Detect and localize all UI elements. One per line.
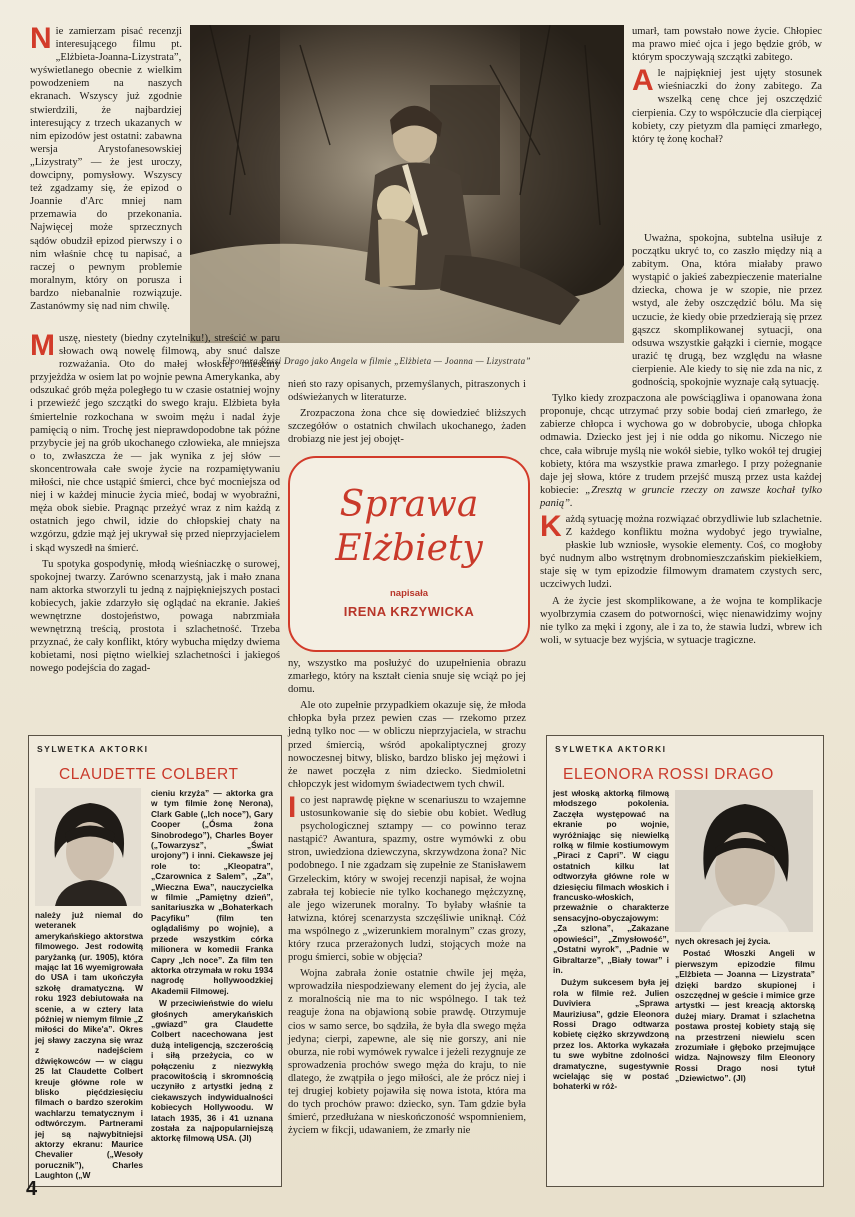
profile-text-col-1 <box>553 788 669 1092</box>
paragraph: Wojna zabrała żonie ostatnie chwile jej męża, wprowadziła niespodziewany element do jej życia, ale z moralnością nie ma to nic wspólnego. I tak też reaguje żona na objawioną sobie prawdę. Otrzymuje cios w samo serce, bo sądziła, że była dla swego męża jedyna; cierpi, zapewne, ale się nie gorszy, ani nie oburza, nie robi wymówek rywalce i jeżeli rezygnuje ze sprowadzenia prochów swego męża do kraju, to nie dlatego, że zwątpiła o jego miłości, ale że prócz niej i tej drugiej kobiety pojawiła się nowa istota, która ma do tych prochów prawo: dziecko, syn. Tam gdzie była śmierć, przedłużana w nieskończoność wspomnieniem, życiem w fikcji, udawaniem, że zmarły nie <box>288 968 526 1137</box>
article-title-box <box>288 456 530 652</box>
dropcap-k: K <box>540 509 562 543</box>
paragraph: co jest naprawdę piękne w scenariuszu to wzajemne ustosunkowanie się do siebie obu kobiet. Według psychologicznej sztampy — co powinno teraz nastąpić? Awantura, spazmy, ostre wymówki z obu stron, uwiedziona dziewczyna, skrzywdzona żona? Nic podobnego. I nie zgadzam się zupełnie ze Stanisławem Grzeleckim, który w swojej recenzji napisał, że wojna zabrała tej kobiecie nie tylko kochanego mężczyznę, ale jego wizerunek moralny. To byłaby właśnie ta łatwizna, której scenarzysta szczęśliwie uniknął. Cóż ma wspólnego z „wizerunkiem moralnym” czas grozy, który rzuca przerażonych ludzi, stojących może na progu śmierci, sobie w objęcia? <box>288 794 526 964</box>
profile-text-col-2 <box>151 788 273 1144</box>
portrait-illustration <box>35 788 141 906</box>
paragraph: nień sto razy opisanych, przemyślanych, pitraszonych i odświeżanych w literaturze. <box>288 379 526 404</box>
profile-text: Dużym sukcesem była jej rola w filmie reż. Julien Duviviera „Sprawa Mauriziusa”, gdzie Eleonora Rossi Drago odtwarza kobietę ciężko skrzywdzoną przez los. Aktorka wykazała tu swe wybitne zdolności dramatyczne, sugestywnie wcielając się w postać bohaterki w róż- <box>553 977 669 1092</box>
profile-name: ELEONORA ROSSI DRAGO <box>563 766 774 783</box>
profile-text-col-2 <box>675 936 815 1084</box>
paragraph: ny, wszystko ma posłużyć do uzupełnienia obrazu zmarłego, który na kształt cienia snuje się wciąż po jej domu. <box>288 658 526 696</box>
dropcap-a: A <box>632 64 654 98</box>
paragraph: Tu spotyka gospodynię, młodą wieśniaczkę o surowej, spokojnej twarzy. Zarówno scenarzystą, jak i mało znana nam aktorka stworzyli tu jedną z najpiękniejszych postaci kobiecych, jakie zdarzyło się oglądać na ekranie. Jakieś wewnętrzne dostojeństwo, powaga nabrzmiała wewnętrzną treścią, prostota i szlachetność. Trzeba przyznać, że cały konflikt, który wybucha między dwiema kobietami, nosi piętno wielkiej szlachetności i jakiegoś nowego podejścia do zagad- <box>30 558 280 675</box>
article-column-2 <box>288 657 526 1140</box>
quote: „Zresztą w gruncie rzeczy on zawsze kochał tylko panią”. <box>540 484 822 509</box>
article-title-line1: Sprawa <box>339 484 479 525</box>
profile-text: cieniu krzyża” — aktorka gra w tym filmie żonę Nerona), Clark Gable („Ich noce”), Gary Cooper („Ósma żona Sinobrodego”), Charles Boyer („Towarzysz”, „Świat urojony”) i inni. Ciekawsze jej role to: „Kleopatra”, „Czarownica z Salem”, „Za”, „Wieczna Ewa”, nauczycielka w filmie „Pamiętny dzień”, sanitariuszka w „Bohaterkach Pacyfiku” (film ten oglądaliśmy po wojnie), a przede wszystkim córka milionera w komedii Franka Capry „Ich noce”. Za film ten aktorka otrzymała w roku 1934 nagrodę hollywoodzkiej Akademii Filmowej. <box>151 788 273 996</box>
eleonora-rossi-drago-portrait <box>675 790 813 932</box>
actress-profile-eleonora-rossi-drago <box>546 735 824 1187</box>
claudette-colbert-portrait <box>35 788 141 906</box>
dropcap-n: N <box>30 22 52 55</box>
actress-profile-claudette-colbert <box>28 735 282 1187</box>
dropcap-i: I <box>288 790 297 824</box>
page-number: 4 <box>26 1178 38 1200</box>
article-column-3-top <box>632 25 822 149</box>
paragraph: Ale oto zupełnie przypadkiem okazuje się, że młoda chłopka była przez pewien czas — rzekomo przez jedną tylko noc — w obliczu nieprzyjaciela, w strachu przed śmiercią, wśród apokaliptycznej grozy nowoczesnej bitwy, blisko, bardzo blisko jej mężowi i że nawet poczęła z nim dziecko. Siedmioletni chłopczyk jest widomym świadectwem tych chwil. <box>288 700 526 790</box>
paragraph: Tylko kiedy zrozpaczona ale powściągliwa i opanowana żona proponuje, chcąc utrzymać przy sobie bodaj cień zmarłego, że zabierze chłopca i wychowa go w dobrobycie, uboga chłopka odmawia. Dziecko jest jej i nie odda go nikomu. Niczego nie chce, cała wibruje myślą nie wokół siebie, tylko wokół tej drugiej kobiety, która ma wszystkie prawa zmarłego. I przy pożegnanie daje jej słowa, które z trudem przejść muszą przez usta każdej kobiecie: <box>540 393 822 496</box>
paragraph: Zrozpaczona żona chce się dowiedzieć bliższych szczegółów o ostatnich chwilach ukochanego, żaden drobiazg nie jest jej obojęt- <box>288 408 526 446</box>
byline-label: napisała <box>389 588 429 599</box>
author-name: IRENA KRZYWICKA <box>343 604 475 619</box>
article-column-1-wide <box>30 329 280 678</box>
paragraph: ażdą sytuację można rozwiązać obrzydliwie lub szlachetnie. Z każdego konfliktu można wydobyć jego trywialne, płaskie lub wzniosłe, wysokie elementy. Coś, co mogłoby być nudnym albo wstrętnym drobnomieszczańskim piekiełkiem, staje się w tym epizodzie filmowym dramatem czystych serc, uczciwych ludzi. <box>540 513 822 591</box>
profile-name: CLAUDETTE COLBERT <box>59 766 239 783</box>
article-column-3 <box>540 232 822 650</box>
profile-label: SYLWETKA AKTORKI <box>37 744 149 754</box>
article-column-2-top <box>288 378 526 449</box>
paragraph: Uważna, spokojna, subtelna usiłuje z początku ukryć to, co zaszło między nią a zabitym. Ona, która miałaby prawo wystąpić o jakieś zabezpieczenie materialne dziecka, chowa je w szopie, nie przez wstyd, ale żeby oszczędzić bólu. Ma się uczucie, że kiedy obie przedzierają się przez gąszcz skomplikowanej sytuacji, ona odsuwa wszystkie gałązki i ciernie, mogące urazić tę drugą, bez względu na własne cierpienie. Ale kiedy to się nie zda na nic, z godnością, spokojnie wyznaje całą sytuację. <box>632 233 822 389</box>
profile-text: nych okresach jej życia. <box>675 936 771 946</box>
profile-text: należy już niemal do weteranek amerykańskiego aktorstwa filmowego. Jest rodowitą paryżanką (ur. 1905), która mając lat 16 wyemigrowała do USA i tam ukończyła szkołę dramatyczną. W roku 1923 debiutowała na scenie, a w cztery lata później w niemym filmie „Z miłości do Mike'a”. Okres jej sławy zaczyna się wraz z nadejściem dźwiękowców — w ciągu 25 lat Claudette Colbert kreuje główne role w blisko pięćdziesięciu filmach o bardzo szerokim wachlarzu tematycznym i odtwórczym. Partnerami jej są najwybitniejsi aktorzy ekranu: Maurice Chevalier („Wesoły porucznik”), Charles Laughton („W <box>35 910 143 1181</box>
paragraph: le najpiękniej jest ujęty stosunek wieśniaczki do żony zabitego. Za wszelką cenę chce jej oszczędzić cierpienia. Czy to współczucie dla cierpiącej kobiety, czy pietyzm dla pamięci zmarłego, który tę żonę kochał? <box>632 68 822 145</box>
profile-text: Postać Włoszki Angeli w pierwszym epizodzie filmu „Elżbieta — Joanna — Lizystrata” dzięki bardzo skupionej i oszczędnej w geście i mimice grze artystki — jest kreacją aktorską dużej miary. Dramat i szlachetna postawa prostej kobiety stają się na przestrzeni niewielu scen zrozumiałe i głęboko przejmujące widza. Najnowszy film Eleonory Rossi Drago nosi tytuł „Dziewictwo”. (Jl) <box>675 948 815 1084</box>
profile-text: jest włoską aktorką filmową młodszego pokolenia. Zaczęła występować na ekranie po wojnie, wyróżniając się niewielką rolką w filmie kostiumowym „Piraci z Capri”. W ciągu ostatnich kilku lat odtworzyła główne role w dziesięciu filmach włoskich i francusko-włoskich, przeważnie o charakterze sensacyjno-obyczajowym: „Za szlona”, „Zakazane opowieści”, „Zmysłowość”, „Ostatni wyrok”, „Padnie w Gibraltarze”, „Biały towar” i in. <box>553 788 669 975</box>
paragraph: uszę, niestety (biedny czytelniku!), streścić w paru słowach ową nowelę filmową, aby snuć dalsze rozważania. Oto do małej włoskiej mieściny przyjeżdża w osiem lat po wojnie pewna Amerykanka, aby odszukać grób męża poległego tu w czasie ostatniej wojny i przewieźć jego szczątki do swego kraju. Elżbieta była śmiertelnie rozkochana w swoim mężu i nadal żyje pamięcią o nim. Trochę jest nieprawdopodobne tak późne przybycie jej na grób ukochanego człowieka, ale mniejsza o to, zwłaszcza że — jak wynika z jej słów — skoncentrowała całe swoje życie na rozpamiętywaniu miłości, nie chce ustąpić śmierci, chce być mocniejsza od niej i w każdej minucie życia mieć, bodaj w wyobraźni, męża obok siebie. Pragnąc przeżyć wraz z nim każdą z ostatnich jego chwil, idzie do chłopskiej chaty na wzgórzu, gdzie mąż jej ukrywał się przed nieprzyjacielem i skąd wyszedł na śmierć. <box>30 333 280 554</box>
dropcap-m: M <box>30 329 55 362</box>
article-column-1 <box>30 22 182 316</box>
profile-label: SYLWETKA AKTORKI <box>555 744 667 754</box>
portrait-illustration <box>675 790 813 932</box>
profile-text-col-1 <box>35 910 143 1181</box>
paragraph: ie zamierzam pisać recenzji interesującego filmu pt. „Elżbieta-Joanna-Lizystrata”, wyświetlanego obecnie z wielkim powodzeniem na naszych ekranach. Wszyscy już zgodnie stwierdzili, że najbardziej interesujący z trzech ukazanych w nim epizodów jest ostatni: zabawna wersja Arystofanesowskiej „Lizystraty” — że jest uroczy, dowcipny, pomysłowy. Wszyscy też zgadzamy się, że epizod o Joannie d'Arc mniej nam przemawia do przekonania. Najwięcej może sprzecznych sądów obudził epizod pierwszy i o nim właśnie chcę tu napisać, a raczej o pewnym problemie moralnym, który on porusza i bardzo niebanalnie rozwiązuje. Zastanówmy się nad nim chwilę. <box>30 26 182 312</box>
photo-caption: Eleonora Rossi Drago jako Angela w filmie „Elżbieta — Joanna — Lizystrata” <box>222 356 531 366</box>
paragraph: A że życie jest skomplikowane, a że wojna te komplikacje wyolbrzymia czasem do potworności, więc nienawidzimy wojny nie tylko za męki i zgony, ale i za to, że stawia ludzi, wbrew ich woli, w sytuacje bez wyjścia, w sytuacje tragiczne. <box>540 595 822 646</box>
article-title-line2: Elżbiety <box>335 528 483 569</box>
profile-text: W przeciwieństwie do wielu głośnych amerykańskich „gwiazd” gra Claudette Colbert nacechowana jest dużą inteligencją, szczerością i siłą przeżycia, co w połączeniu z niezwykłą pracowitością i skromnością uczyniło z artystki jedną z ciekawszych indywidualności kobiecych Hollywoodu. W latach 1935, 36 i 41 uznana została za najpopularniejszą aktorkę filmową USA. (Jl) <box>151 998 273 1144</box>
paragraph: umarł, tam powstało nowe życie. Chłopiec ma prawo mieć ojca i jego będzie grób, w którym spoczywają szczątki zabitego. <box>632 26 822 64</box>
